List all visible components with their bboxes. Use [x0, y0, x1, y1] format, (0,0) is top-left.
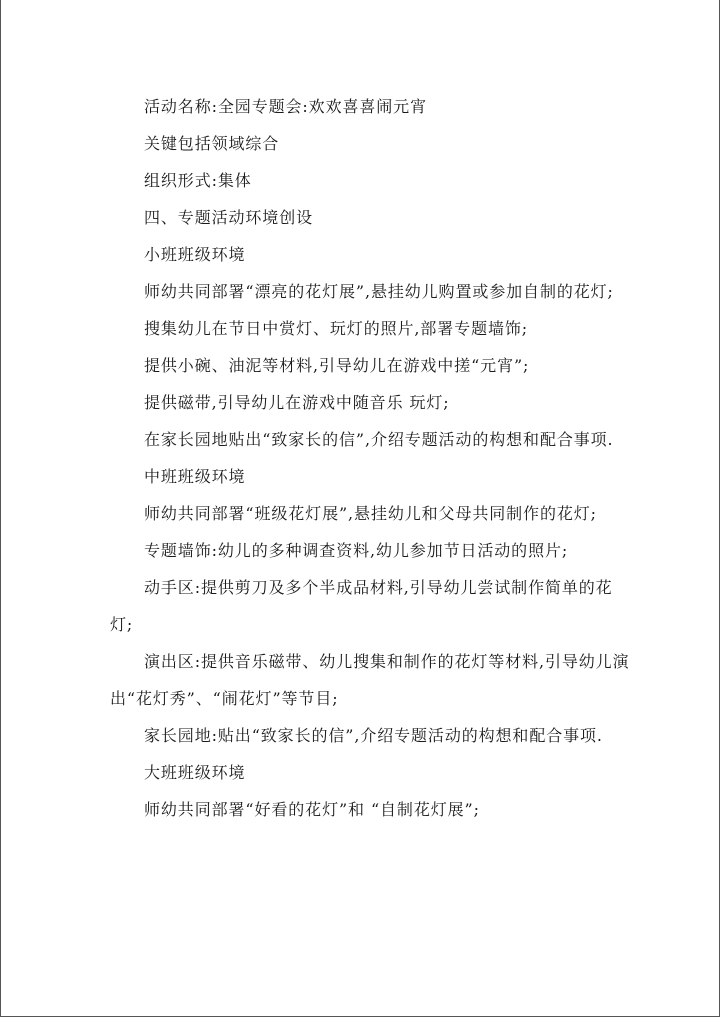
document-body: [110, 88, 630, 828]
paragraph-large-class-1: 师幼共同部署“好看的花灯”和 “自制花灯展”;: [144, 800, 480, 819]
section-heading-environment: 四、专题活动环境创设: [144, 208, 314, 227]
paragraph-middle-class-1: 师幼共同部署“班级花灯展”,悬挂幼儿和父母共同制作的花灯;: [144, 504, 597, 523]
paragraph-organization: 组织形式:集体: [144, 171, 252, 190]
paragraph-small-class-5: 在家长园地贴出“致家长的信”,介绍专题活动的构想和配合事项.: [144, 430, 614, 449]
paragraph-small-class-2: 搜集幼儿在节日中赏灯、玩灯的照片,部署专题墙饰;: [144, 319, 529, 338]
subheading-small-class: 小班班级环境: [144, 245, 246, 264]
paragraph-middle-class-5: 家长园地:贴出“致家长的信”,介绍专题活动的构想和配合事项.: [144, 726, 603, 745]
paragraph-small-class-3: 提供小碗、油泥等材料,引导幼儿在游戏中搓“元宵”;: [144, 356, 530, 375]
subheading-middle-class: 中班班级环境: [144, 467, 246, 486]
paragraph-middle-class-3: 动手区:提供剪刀及多个半成品材料,引导幼儿尝试制作简单的花灯;: [110, 578, 613, 634]
paragraph-small-class-1: 师幼共同部署“漂亮的花灯展”,悬挂幼儿购置或参加自制的花灯;: [144, 282, 614, 301]
paragraph-domain: 关键包括领域综合: [144, 134, 280, 153]
paragraph-middle-class-4: 演出区:提供音乐磁带、幼儿搜集和制作的花灯等材料,引导幼儿演出“花灯秀”、“闹花灯”等节目;: [110, 652, 630, 708]
paragraph-small-class-4: 提供磁带,引导幼儿在游戏中随音乐 玩灯;: [144, 393, 450, 412]
paragraph-activity-name: 活动名称:全园专题会:欢欢喜喜闹元宵: [144, 97, 427, 116]
paragraph-middle-class-2: 专题墙饰:幼儿的多种调查资料,幼儿参加节日活动的照片;: [144, 541, 569, 560]
subheading-large-class: 大班班级环境: [144, 763, 246, 782]
